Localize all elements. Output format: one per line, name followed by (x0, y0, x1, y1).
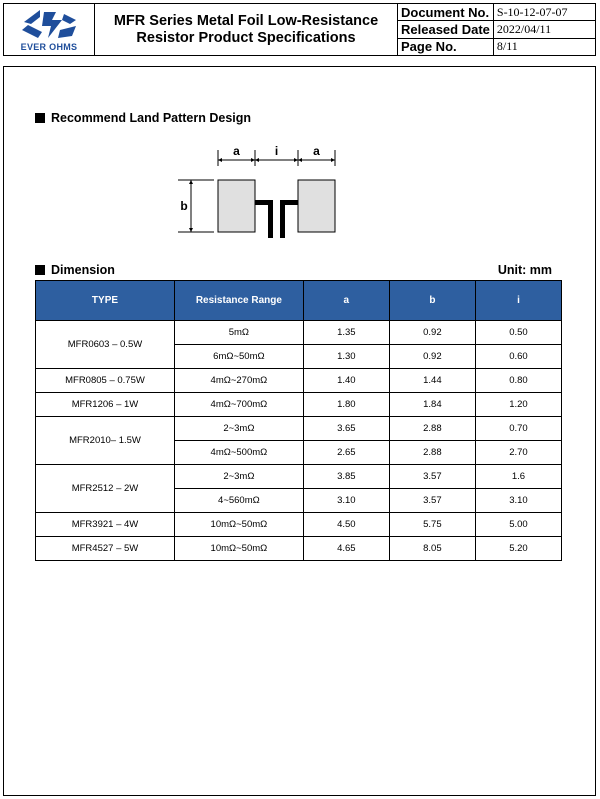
company-logo (3, 3, 95, 56)
i-cell: 0.50 (475, 321, 561, 345)
meta-key: Page No. (398, 38, 494, 55)
range-cell: 6mΩ~50mΩ (174, 345, 303, 369)
right-pad (298, 180, 335, 232)
meta-row (398, 38, 596, 55)
column-header: Resistance Range (174, 281, 303, 321)
a-cell: 3.85 (303, 465, 389, 489)
range-cell: 10mΩ~50mΩ (174, 537, 303, 561)
left-pad (218, 180, 255, 232)
a-cell: 3.10 (303, 489, 389, 513)
table-row (36, 321, 562, 345)
bullet-square-icon (35, 113, 45, 123)
range-cell: 5mΩ (174, 321, 303, 345)
b-cell: 3.57 (389, 489, 475, 513)
a-cell: 4.65 (303, 537, 389, 561)
bullet-square-icon (35, 265, 45, 275)
a-cell: 3.65 (303, 417, 389, 441)
range-cell: 2~3mΩ (174, 417, 303, 441)
type-cell: MFR0805 – 0.75W (36, 369, 175, 393)
meta-key: Released Date (398, 21, 494, 38)
i-cell: 1.6 (475, 465, 561, 489)
table-row (36, 393, 562, 417)
land-pattern-heading-text: Recommend Land Pattern Design (51, 111, 252, 125)
meta-key: Document No. (398, 4, 494, 21)
dimension-heading-text: Dimension (51, 263, 115, 277)
i-cell: 5.20 (475, 537, 561, 561)
table-row (36, 417, 562, 441)
i-cell: 1.20 (475, 393, 561, 417)
table-header-row (36, 281, 562, 321)
unit-label: Unit: mm (497, 263, 552, 277)
meta-value: 8/11 (493, 38, 595, 55)
type-cell: MFR3921 – 4W (36, 513, 175, 537)
document-header (3, 3, 596, 56)
b-cell: 2.88 (389, 441, 475, 465)
column-header: a (303, 281, 389, 321)
i-cell: 2.70 (475, 441, 561, 465)
dimension-heading (35, 263, 115, 277)
range-cell: 10mΩ~50mΩ (174, 513, 303, 537)
i-cell: 5.00 (475, 513, 561, 537)
b-cell: 2.88 (389, 417, 475, 441)
type-cell: MFR4527 – 5W (36, 537, 175, 561)
type-cell: MFR0603 – 0.5W (36, 321, 175, 369)
a-cell: 1.30 (303, 345, 389, 369)
a-cell: 4.50 (303, 513, 389, 537)
b-cell: 1.84 (389, 393, 475, 417)
type-cell: MFR2512 – 2W (36, 465, 175, 513)
range-cell: 4mΩ~500mΩ (174, 441, 303, 465)
a-cell: 1.40 (303, 369, 389, 393)
a-cell: 1.80 (303, 393, 389, 417)
dim-label-b: b (180, 199, 188, 213)
b-cell: 8.05 (389, 537, 475, 561)
document-meta-table (397, 3, 596, 56)
table-row (36, 513, 562, 537)
table-row (36, 369, 562, 393)
dim-label-a-right: a (313, 144, 320, 158)
column-header: TYPE (36, 281, 175, 321)
column-header: b (389, 281, 475, 321)
meta-row (398, 21, 596, 38)
dim-label-i: i (274, 144, 279, 158)
type-cell: MFR2010– 1.5W (36, 417, 175, 465)
range-cell: 4mΩ~270mΩ (174, 369, 303, 393)
i-cell: 3.10 (475, 489, 561, 513)
land-pattern-diagram (176, 142, 346, 242)
i-cell: 0.60 (475, 345, 561, 369)
b-cell: 5.75 (389, 513, 475, 537)
a-cell: 2.65 (303, 441, 389, 465)
meta-row (398, 4, 596, 21)
table-row (36, 465, 562, 489)
dimension-table (35, 280, 562, 561)
meta-value: S-10-12-07-07 (493, 4, 595, 21)
a-cell: 1.35 (303, 321, 389, 345)
ever-ohms-logo-icon (18, 8, 82, 42)
b-cell: 1.44 (389, 369, 475, 393)
i-cell: 0.70 (475, 417, 561, 441)
column-header: i (475, 281, 561, 321)
i-cell: 0.80 (475, 369, 561, 393)
table-row (36, 537, 562, 561)
range-cell: 2~3mΩ (174, 465, 303, 489)
dim-label-a-left: a (233, 144, 240, 158)
range-cell: 4~560mΩ (174, 489, 303, 513)
title-line-2: Resistor Product Specifications (136, 29, 356, 46)
title-line-1: MFR Series Metal Foil Low-Resistance (113, 12, 379, 29)
document-title (94, 3, 398, 56)
b-cell: 0.92 (389, 345, 475, 369)
meta-value: 2022/04/11 (493, 21, 595, 38)
logo-text: EVER OHMS (20, 42, 78, 52)
b-cell: 0.92 (389, 321, 475, 345)
land-pattern-heading (35, 111, 251, 125)
type-cell: MFR1206 – 1W (36, 393, 175, 417)
range-cell: 4mΩ~700mΩ (174, 393, 303, 417)
b-cell: 3.57 (389, 465, 475, 489)
